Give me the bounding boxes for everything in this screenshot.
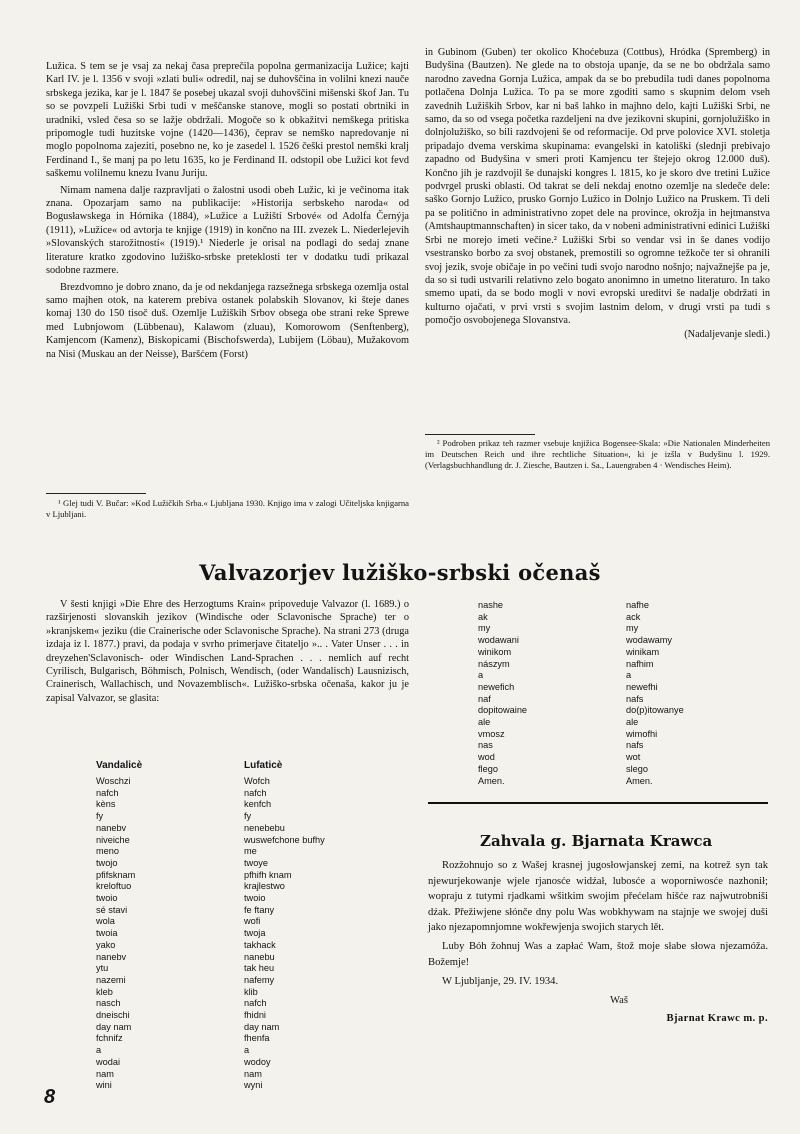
prayer-word: vmosz xyxy=(478,728,505,739)
prayer-word: nam xyxy=(96,1068,114,1079)
prayer-word: nafhe xyxy=(626,600,649,610)
prayer-word: nanebu xyxy=(244,951,275,962)
prayer-word: wod xyxy=(478,752,495,763)
prayer-word: winikam xyxy=(626,646,660,657)
prayer-word: ytu xyxy=(96,963,109,974)
article-intro xyxy=(46,598,409,708)
top-right-column xyxy=(425,46,770,344)
thanks-title: Zahvala g. Bjarnata Krawca xyxy=(480,832,713,850)
prayer-word: twoye xyxy=(244,857,269,868)
prayer-word: fchnifz xyxy=(96,1033,123,1044)
prayer-word: slego xyxy=(626,763,648,774)
prayer-word: Amen. xyxy=(626,775,653,786)
prayer-word: nafch xyxy=(244,787,267,798)
prayer-word: Wofch xyxy=(244,776,270,786)
prayer-word: kèns xyxy=(96,799,116,810)
prayer-word: a xyxy=(478,670,484,681)
footnote-rule xyxy=(425,434,535,435)
top-left-column xyxy=(46,60,409,364)
prayer-word: fy xyxy=(96,811,104,822)
prayer-word: twoja xyxy=(244,928,266,939)
prayer-word: nászym xyxy=(478,658,510,669)
article-title: Valvazorjev lužiško-srbski očenaš xyxy=(199,560,601,585)
place-date: W Ljubljanje, 29. IV. 1934. xyxy=(442,976,559,988)
prayer-word: fe ftany xyxy=(244,904,275,915)
prayer-word: naf xyxy=(478,693,491,704)
prayer-word: krajlestwo xyxy=(244,881,285,892)
footnote-2 xyxy=(425,438,770,471)
prayer-word: kleb xyxy=(96,986,113,997)
prayer-word: newefich xyxy=(478,681,515,692)
prayer-word: day nam xyxy=(96,1021,132,1032)
prayer-word: wola xyxy=(96,916,115,927)
prayer-word: kenfch xyxy=(244,799,272,810)
paragraph: Luby Bóh žohnuj Was a zapłać Wam, štož moje słabe słowa njezamóža. Božemje! xyxy=(428,940,768,968)
prayer-word: ak xyxy=(478,611,488,622)
prayer-word: nanebv xyxy=(96,951,127,962)
paragraph: V šesti knjigi »Die Ehre des Herzogtums Krain« pripoveduje Valvazor (l. 1689.) o razširjenosti slovanskih jezikov (Windische oder Sclavonische Sprache) ter o »kranjskem« jeziku (die Crainerische oder Sclavonische Sprache). Na strani 273 (druga izdaja iz l. 1877.) pravi, da podaja v svrho primerjave čitateljo ».. . Vater Unser . . . in dreyzehen'Sclavonisch- oder Windischen Land-Sprachen . . . nemlich auf recht Cyrilisch, Bulgarisch, Böhmisch, Polnisch, Wendisch, (oder Wandalisch) Lausnizisch, Crainerisch, Wallachisch, und Novazemblisch«. Lužiško-srbska očenaša, kakor ju je zapisal Valvazor, se glasita: xyxy=(46,599,409,704)
continued-note: (Nadaljevanje sledi.) xyxy=(684,328,770,340)
prayer-header-vandalice: Vandalicè xyxy=(96,760,143,771)
closing: Waš xyxy=(610,994,628,1006)
prayer-word: nafch xyxy=(244,998,267,1009)
prayer-word: ack xyxy=(626,611,641,622)
prayer-word: wyni xyxy=(244,1080,263,1091)
prayer-word: a xyxy=(626,670,632,681)
prayer-word: wimofhi xyxy=(626,728,658,739)
paragraph: Lužica. S tem se je vsaj za nekaj časa preprečila popolna germanizacija Lužice; kajti Karl IV. je l. 1356 v svoji »zlati buli« odredil, naj se duhovščina in volilni knezi nauče srbskega jezika, kar je l. 1847 še posebej ukazal svoji duhovščini mišenski škof Jan. Tu so se povzpeli Lužiški Srbi tudi v meščanske stanove, mogli so postati obrtniki in uradniki, vsled česa so se lažje obdržali. Mogoče so k obkažitvi nemškega pritiska pripomogle tudi huzitske vojne (1420—1436), čeprav se nemško napredovanje ni moglo popolnoma zajeziti, posebno ne, ko je zasedel l. 1526 češki prestol nemški kralj Ferdinand I., še manj pa po letu 1635, ko je Ferdinand II. odstopil obe Lužici kot fevd saškemu volilnemu knezu Ivanu Juriju. xyxy=(46,61,409,180)
paragraph: in Gubinom (Guben) ter okolico Khoćebuza (Cottbus), Hródka (Spremberg) in Budyšina (Bautzen). Ne glede na to obstoja upanje, da se ne bo obdržala samo narodno zavedna Gornja Lužica, ampak da se bo prebudila tudi danes popolnoma potlačena Dolnja Lužica. To pa se more zgoditi samo s skupnim delom vseh zavednih Lužiških Srbov, kar ni baš lahko in majhno delo, kajti Lužiški Srbi, ne samo, da so od vsega početka razdeljeni na dve jezikovni skupini, gornjolužiško in dolnjolužiško, so bili razdvojeni še od reformacije. Od prve polovice XVI. stoletja pripadajo dvema verskima skupinama: evangelski in katoliški (slednji prebivajo zapadno od Budyšina v smeri proti Kamjencu ter štejejo okrog 12.000 duš). Končno jih je razdvojil še dunajski kongres l. 1815, ko je skoro dve tretini Lužice podvrgel pruski oblasti. Od takrat se deli nekdaj enotno ozemlje na sledeče dele: saško Gornjo Lužico, prusko Gornjo Lužico in Dolnjo Lužico na Pruskem. Ti deli pa se politično in administrativno zopet dele na province, okrožja in hejtmanstva (Amtshauptmannschaften) in sicer tako, da v nobeni administrativni edinici Lužiški Srbi ne morejo imeti večine.² Lužiški Srbi so vendar vsi in še danes vodijo vsestransko borbo za svoj obstanek, premostili so ogromne težkoče ter si ohranili svoj jezik, svoje običaje in po večini tudi svojo narodno nošnjo; najvažnejše pa je, da so si tudi ustvarili relativno zelo bogato anonimno in umetno literaturo. In tako smemo upati, da se bodo mogli v novi evropski ureditvi še nadalje obdržati in kulturno ojačati, v prvi vrsti s svojim lastnim delom, v drugi vrsti pa tudi s pomočjo osvobojenega Slovanstva. xyxy=(425,47,770,327)
prayer-word: a xyxy=(96,1045,102,1056)
prayer-word: twojo xyxy=(96,857,118,868)
prayer-word: twoia xyxy=(96,928,118,939)
footnote-text: ¹ Glej tudi V. Bučar: »Kod Lužičkih Srba.« Ljubljana 1930. Knjigo ima v zalogi Učiteljska knjigarna v Ljubljani. xyxy=(46,498,409,519)
thanks-body xyxy=(428,858,768,1030)
prayer-list-lufatice-2 xyxy=(626,600,684,787)
prayer-word: nanebv xyxy=(96,822,127,833)
prayer-list-lufatice-1 xyxy=(244,776,325,1092)
prayer-word: nasch xyxy=(96,998,121,1009)
prayer-word: dneischi xyxy=(96,1010,130,1021)
footnote-text: ² Podroben prikaz teh razmer vsebuje knjižica Bogensee-Skala: »Die Nationalen Minderheiten im Deutschen Reich und ihre rechtliche Situation«, ki je izšla v Budyšinu l. 1929. (Verlagsbuchhandlung dr. J. Ziesche, Bautzen i. Sa., Lauengraben 4 · Wendisches Heim). xyxy=(425,438,770,470)
prayer-word: sé stavi xyxy=(96,904,128,915)
prayer-word: wini xyxy=(96,1080,112,1091)
paragraph: Rozžohnujo so z Wašej krasnej jugosłowjanskej zemi, na kotrež syn tak njewurjekowanje wjele rjanosće widźał, lubosće a woporniwosće nazhonił; wopraju z tutymi rjadkami wšitkim swojim přećelam hišće raz najwutrobniši dźak. Přežiwjene słónče dny polu Was wobkhywam na stajnje we swojej duši jako njezapomnjomne wokřewjenja swojich starych lět. xyxy=(428,860,768,934)
section-divider xyxy=(428,802,768,804)
prayer-list-vandalice-1 xyxy=(96,776,135,1092)
prayer-word: Woschzi xyxy=(96,776,131,786)
prayer-word: fhidni xyxy=(244,1010,266,1021)
prayer-word: dopitowaine xyxy=(478,705,528,716)
footnote-1 xyxy=(46,498,409,520)
prayer-word: a xyxy=(244,1045,250,1056)
prayer-word: fy xyxy=(244,811,252,822)
prayer-word: my xyxy=(478,623,491,634)
prayer-word: my xyxy=(626,623,639,634)
prayer-word: day nam xyxy=(244,1021,280,1032)
prayer-word: Amen. xyxy=(478,775,505,786)
prayer-word: wuswefchone bufhy xyxy=(244,834,325,845)
prayer-word: me xyxy=(244,846,257,857)
prayer-word: pfhifh knam xyxy=(244,869,292,880)
prayer-word: wot xyxy=(626,752,641,763)
prayer-word: nafs xyxy=(626,740,644,751)
prayer-word: wodawamy xyxy=(626,635,672,646)
prayer-word: meno xyxy=(96,846,119,857)
prayer-header-lufatice: Lufaticè xyxy=(244,760,283,771)
prayer-word: klib xyxy=(244,986,258,997)
prayer-word: pfifsknam xyxy=(96,869,136,880)
prayer-word: ale xyxy=(626,717,639,728)
prayer-word: tak heu xyxy=(244,963,275,974)
prayer-word: nafs xyxy=(626,693,644,704)
prayer-word: wodawani xyxy=(478,635,519,646)
prayer-word: wodai xyxy=(96,1056,121,1067)
prayer-word: ale xyxy=(478,717,491,728)
prayer-word: fhenfa xyxy=(244,1033,270,1044)
prayer-word: nas xyxy=(478,740,493,751)
page-number: 8 xyxy=(44,1086,56,1108)
prayer-word: yako xyxy=(96,939,116,950)
paragraph: Nimam namena dalje razpravljati o žalostni usodi obeh Lužic, ki je večinoma itak znana. Opozarjam samo na publikacije: »Historija serbskeho naroda« od Bogusławskega in Hórnika (1884), »Lužice a Lužiští Srbové« od Adolfa Černýja (1911), »Lužice« od avtorja te knjige (1919) in končno na III. zvezek L. Niederlejevih »Slovanských starožitností« (1919).¹ Niederle je orisal na podlagi do sedaj znane literature kratko zgodovino lužiško-srbske preteklosti ter v dodatku tudi prikazal sodobne razmere. xyxy=(46,184,409,277)
prayer-word: do(p)itowanye xyxy=(626,705,684,716)
prayer-word: nafch xyxy=(96,787,119,798)
prayer-word: niveiche xyxy=(96,834,130,845)
prayer-word: kreloftuo xyxy=(96,881,132,892)
prayer-word: flego xyxy=(478,763,498,774)
prayer-word: newefhi xyxy=(626,681,658,692)
signature: Bjarnat Krawc m. p. xyxy=(666,1013,768,1025)
prayer-list-vandalice-2 xyxy=(478,600,527,787)
prayer-word: nenebebu xyxy=(244,822,285,833)
prayer-word: nashe xyxy=(478,600,504,610)
footnote-rule xyxy=(46,493,146,494)
prayer-word: winikom xyxy=(478,646,512,657)
prayer-word: nafhim xyxy=(626,658,654,669)
prayer-word: nafemy xyxy=(244,974,275,985)
prayer-word: twoio xyxy=(96,893,118,904)
prayer-word: twoio xyxy=(244,893,266,904)
prayer-word: nam xyxy=(244,1068,262,1079)
prayer-word: wofi xyxy=(244,916,261,927)
paragraph: Brezdvomno je dobro znano, da je od nekdanjega razsežnega srbskega ozemlja ostal samo majhen otok, na katerem prebiva ostanek polabskih Slovanov, ki šteje danes komaj 130 do 150 tisoč duš. Ozemlje Lužiških Srbov obsega obe strani reke Sprewe med Lubnjowom (Lübbenau), Kalawom (zluau), Komorowom (Senftenberg), Kamjencom (Kamenz), Biskopicami (Bischofswerda), Lubijem (Löbau), Mužakovom na Nisi (Muskau an der Neisse), Baršćem (Forst) xyxy=(46,281,409,360)
prayer-word: takhack xyxy=(244,939,276,950)
prayer-word: nazemi xyxy=(96,974,126,985)
prayer-word: wodoy xyxy=(244,1056,271,1067)
